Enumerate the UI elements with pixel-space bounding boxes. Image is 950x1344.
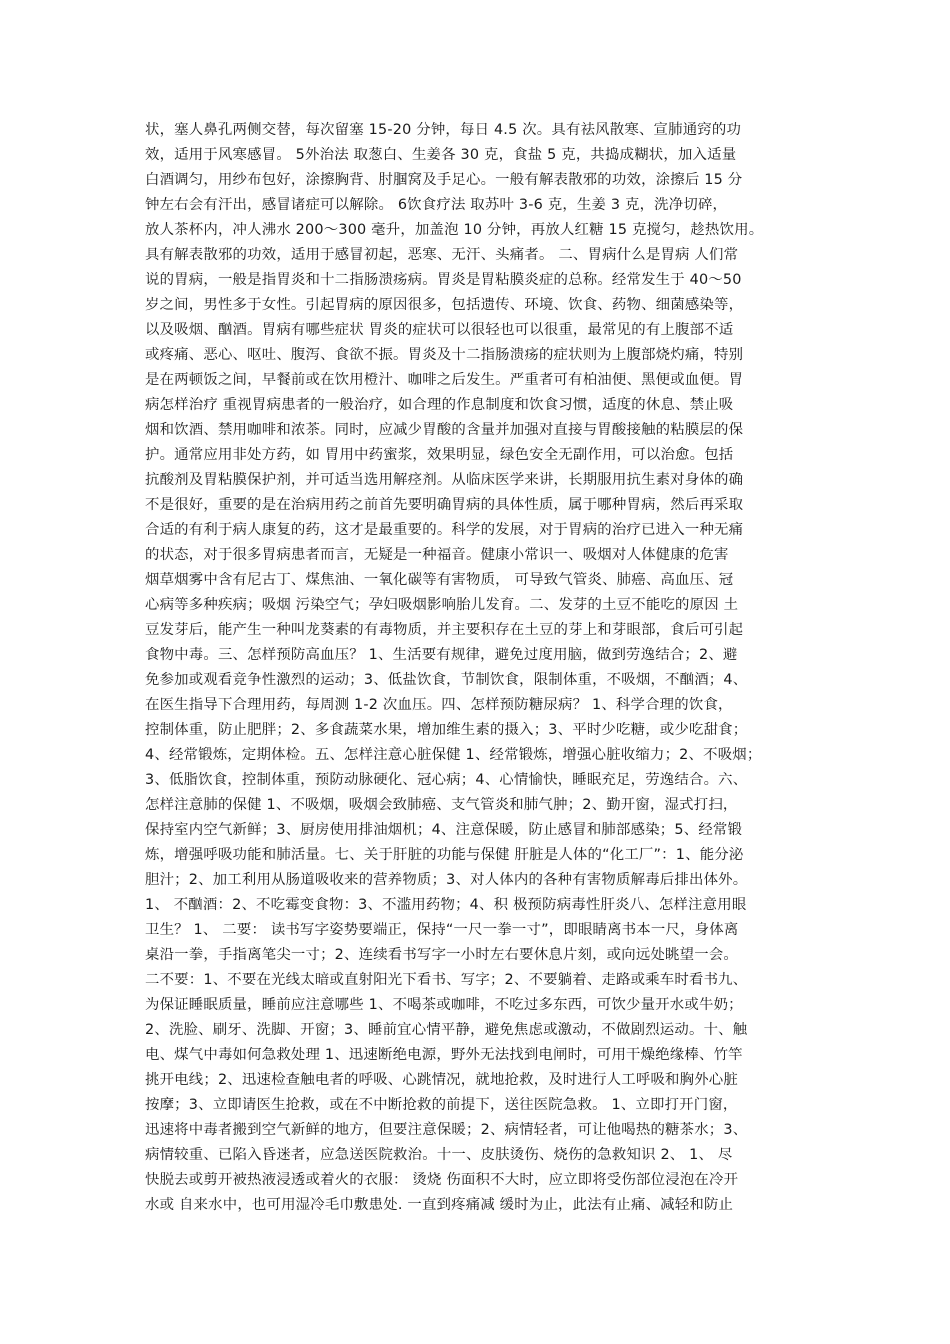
text-line: 烟草烟雾中含有尼古丁、煤焦油、一氧化碳等有害物质， 可导致气管炎、肺癌、高血压、冠 [145,572,734,588]
text-line: 胆汁；2、加工利用从肠道吸收来的营养物质；3、对人体内的各种有害物质解毒后排出体外。 [145,872,748,888]
text-line: 心病等多种疾病；吸烟 污染空气；孕妇吸烟影响胎儿发育。二、发芽的土豆不能吃的原因 土 [145,597,739,613]
text-line: 4、经常锻炼，定期体检。五、怎样注意心脏保健 1、经常锻炼，增强心脏收缩力；2、不吸烟； [145,747,762,763]
text-line: 按摩；3、立即请医生抢救，或在不中断抢救的前提下，送往医院急救。 1、立即打开门窗， [145,1097,738,1113]
text-line: 桌沿一拳，手指离笔尖一寸；2、连续看书写字一小时左右要休息片刻，或向远处眺望一会。 [145,947,738,963]
text-line: 病情较重、已陷入昏迷者，应急送医院救治。十一、皮肤烫伤、烧伤的急救知识 2、 1、 尽 [145,1147,733,1163]
text-line: 效，适用于风寒感冒。 5外治法 取葱白、生姜各 30 克，食盐 5 克，共捣成糊状，加入适量 [145,147,737,163]
text-line: 烟和饮酒、禁用咖啡和浓茶。同时，应减少胃酸的含量并加强对直接与胃酸接触的粘膜层的保 [145,422,744,438]
text-line: 豆发芽后，能产生一种叫龙葵素的有毒物质，并主要积存在土豆的芽上和芽眼部，食后可引起 [145,622,744,638]
text-line: 免参加或观看竞争性激烈的运动；3、低盐饮食，节制饮食，限制体重，不吸烟，不酗酒；4、 [145,672,748,688]
text-line: 放人茶杯内，冲人沸水 200～300 毫升，加盖泡 10 分钟，再放人红糖 15 克搅匀，趁热饮用。 [145,222,764,238]
text-line: 状，塞人鼻孔两侧交替，每次留塞 15-20 分钟，每日 4.5 次。具有祛风散寒、宣肺通窍的功 [145,122,742,138]
text-line: 病怎样治疗 重视胃病患者的一般治疗，如合理的作息制度和饮食习惯，适度的休息、禁止吸 [145,397,734,413]
text-line: 说的胃病，一般是指胃炎和十二指肠溃疡病。胃炎是胃粘膜炎症的总称。经常发生于 40～50 [145,272,742,288]
text-line: 挑开电线；2、迅速检查触电者的呼吸、心跳情况，就地抢救，及时进行人工呼吸和胸外心脏 [145,1072,738,1088]
text-line: 食物中毒。三、怎样预防高血压？ 1、生活要有规律，避免过度用脑，做到劳逸结合；2、避 [145,647,738,663]
text-line: 保持室内空气新鲜；3、厨房使用排油烟机；4、注意保暖，防止感冒和肺部感染；5、经常锻 [145,822,743,838]
text-line: 迅速将中毒者搬到空气新鲜的地方，但要注意保暖；2、病情轻者，可让他喝热的糖茶水；3、 [145,1122,748,1138]
text-line: 是在两顿饭之间，早餐前或在饮用橙汁、咖啡之后发生。严重者可有柏油便、黑便或血便。胃 [145,372,744,388]
text-line: 卫生？ 1、 二要： 读书写字姿势要端正，保持“一尺一拳一寸”，即眼睛离书本一尺，身体离 [145,922,739,938]
text-line: 水或 自来水中，也可用湿冷毛巾敷患处. 一直到疼痛减 缓时为止，此法有止痛、减轻和防止 [145,1197,734,1213]
text-line: 在医生指导下合理用药，每周测 1-2 次血压。四、怎样预防糖尿病？ 1、科学合理的饮食， [145,697,733,713]
text-line: 电、煤气中毒如何急救处理 1、迅速断绝电源，野外无法找到电闸时，可用干燥绝缘棒、竹竿 [145,1047,743,1063]
text-line: 二不要：1、不要在光线太暗或直射阳光下看书、写字；2、不要躺着、走路或乘车时看书九、 [145,972,748,988]
text-line: 白酒调匀，用纱布包好，涂擦胸背、肘腘窝及手足心。一般有解表散邪的功效，涂擦后 15 分 [145,172,743,188]
text-line: 控制体重，防止肥胖；2、多食蔬菜水果，增加维生素的摄入；3、平时少吃糖，或少吃甜食； [145,722,748,738]
text-line: 或疼痛、恶心、呕吐、腹泻、食欲不振。胃炎及十二指肠溃疡的症状则为上腹部烧灼痛，特别 [145,347,744,363]
text-line: 具有解表散邪的功效，适用于感冒初起，恶寒、无汗、头痛者。 二、胃病什么是胃病 人们常 [145,247,739,263]
text-line: 岁之间，男性多于女性。引起胃病的原因很多，包括遗传、环境、饮食、药物、细菌感染等， [145,297,744,313]
text-line: 为保证睡眠质量，睡前应注意哪些 1、不喝茶或咖啡，不吃过多东西，可饮少量开水或牛奶； [145,997,743,1013]
body-text [145,118,813,1218]
text-line: 的状态，对于很多胃病患者而言，无疑是一种福音。健康小常识一、吸烟对人体健康的危害 [145,547,729,563]
text-line: 2、洗脸、刷牙、洗脚、开窗；3、睡前宜心情平静，避免焦虑或激动，不做剧烈运动。十、触 [145,1022,748,1038]
text-line: 怎样注意肺的保健 1、不吸烟，吸烟会致肺癌、支气管炎和肺气肿；2、勤开窗，湿式打扫， [145,797,738,813]
text-line: 炼，增强呼吸功能和肺活量。七、关于肝脏的功能与保健 肝脏是人体的“化工厂”：1、能分泌 [145,847,744,863]
text-line: 抗酸剂及胃粘膜保护剂，并可适当选用解痉剂。从临床医学来讲，长期服用抗生素对身体的确 [145,472,744,488]
text-line: 1、 不酗酒：2、不吃霉变食物：3、不滥用药物；4、积 极预防病毒性肝炎八、怎样注意用眼 [145,897,747,913]
text-line: 合适的有利于病人康复的药，这才是最重要的。科学的发展，对于胃病的治疗已进入一种无痛 [145,522,744,538]
text-line: 钟左右会有汗出，感冒诸症可以解除。 6饮食疗法 取苏叶 3-6 克，生姜 3 克，洗净切碎， [145,197,728,213]
text-line: 快脱去或剪开被热液浸透或着火的衣服： 烫烧 伤面积不大时，应立即将受伤部位浸泡在冷开 [145,1172,739,1188]
text-line: 不是很好，重要的是在治病用药之前首先要明确胃病的具体性质，属于哪种胃病，然后再采取 [145,497,744,513]
text-line: 3、低脂饮食，控制体重，预防动脉硬化、冠心病；4、心情愉快，睡眠充足，劳逸结合。六、 [145,772,748,788]
text-line: 以及吸烟、酗酒。胃病有哪些症状 胃炎的症状可以很轻也可以很重，最常见的有上腹部不适 [145,322,734,338]
text-line: 护。通常应用非处方药，如 胃用中药蜜浆，效果明显，绿色安全无副作用，可以治愈。包括 [145,447,734,463]
